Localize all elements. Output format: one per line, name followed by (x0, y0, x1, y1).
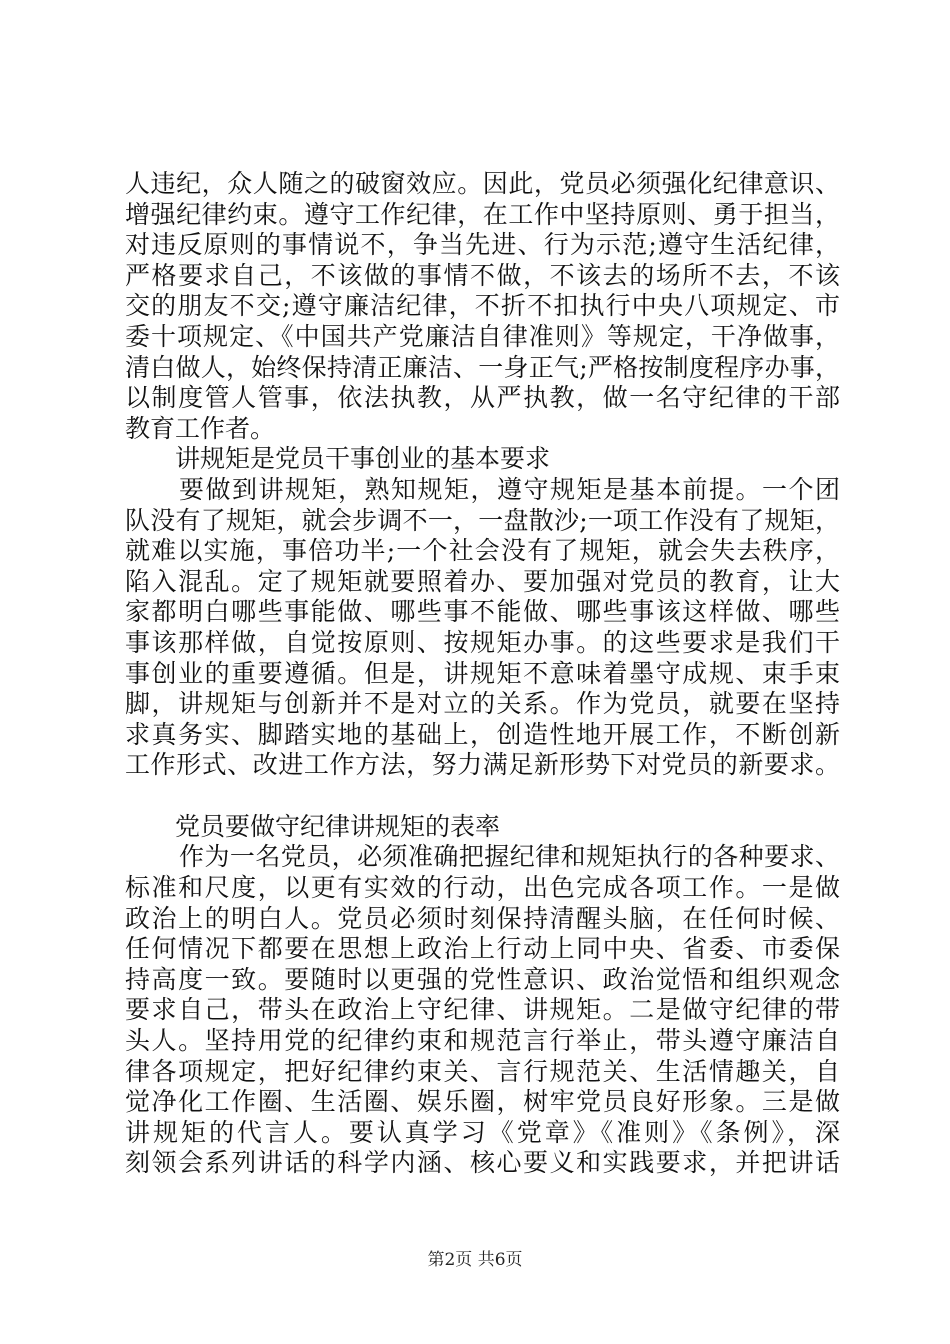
text-line: 清白做人，始终保持清正廉洁、一身正气;严格按制度程序办事， (125, 352, 840, 382)
text-line: 作为一名党员，必须准确把握纪律和规矩执行的各种要求、 (179, 842, 840, 872)
text-line: 增强纪律约束。遵守工作纪律，在工作中坚持原则、勇于担当， (125, 199, 840, 229)
text-line: 刻领会系列讲话的科学内涵、核心要义和实践要求，并把讲话 (125, 1148, 840, 1178)
text-line: 交的朋友不交;遵守廉洁纪律，不折不扣执行中央八项规定、市 (125, 291, 840, 321)
text-line: 脚，讲规矩与创新并不是对立的关系。作为党员，就要在坚持 (125, 689, 840, 719)
text-line: 标准和尺度，以更有实效的行动，出色完成各项工作。一是做 (125, 873, 840, 903)
text-line: 求真务实、脚踏实地的基础上，创造性地开展工作，不断创新 (125, 719, 840, 749)
text-line: 对违反原则的事情说不，争当先进、行为示范;遵守生活纪律， (125, 230, 840, 260)
text-line: 就难以实施，事倍功半;一个社会没有了规矩，就会失去秩序， (125, 536, 840, 566)
paragraph-gap (125, 781, 840, 812)
text-line: 严格要求自己，不该做的事情不做，不该去的场所不去，不该 (125, 260, 840, 290)
text-line: 持高度一致。要随时以更强的党性意识、政治觉悟和组织观念 (125, 964, 840, 994)
text-line: 头人。坚持用党的纪律约束和规范言行举止，带头遵守廉洁自 (125, 1026, 840, 1056)
text-line: 队没有了规矩，就会步调不一，一盘散沙;一项工作没有了规矩， (125, 505, 840, 535)
text-line: 政治上的明白人。党员必须时刻保持清醒头脑，在任何时候、 (125, 903, 840, 933)
text-line: 要求自己，带头在政治上守纪律、讲规矩。二是做守纪律的带 (125, 995, 840, 1025)
section-role-model (125, 812, 840, 1179)
section-heading: 讲规矩是党员干事创业的基本要求 (175, 444, 551, 474)
section-discipline-paragraph (125, 169, 840, 444)
document-body (125, 169, 840, 1179)
text-line: 以制度管人管事，依法执教，从严执教，做一名守纪律的干部 (125, 383, 840, 413)
text-line: 事该那样做，自觉按原则、按规矩办事。的这些要求是我们干 (125, 627, 840, 657)
text-line: 教育工作者。 (125, 413, 276, 443)
text-line: 觉净化工作圈、生活圈、娱乐圈，树牢党员良好形象。三是做 (125, 1087, 840, 1117)
text-line: 家都明白哪些事能做、哪些事不能做、哪些事该这样做、哪些 (125, 597, 840, 627)
text-line: 讲规矩的代言人。要认真学习《党章》《准则》《条例》，深 (125, 1117, 840, 1147)
text-line: 任何情况下都要在思想上政治上行动上同中央、省委、市委保 (125, 934, 840, 964)
text-line: 工作形式、改进工作方法，努力满足新形势下对党员的新要求。 (125, 750, 840, 780)
section-rules-requirement (125, 444, 840, 781)
section-heading: 党员要做守纪律讲规矩的表率 (175, 811, 501, 841)
text-line: 陷入混乱。定了规矩就要照着办、要加强对党员的教育，让大 (125, 566, 840, 596)
text-line: 律各项规定，把好纪律约束关、言行规范关、生活情趣关，自 (125, 1056, 840, 1086)
text-line: 事创业的重要遵循。但是，讲规矩不意味着墨守成规、束手束 (125, 658, 840, 688)
text-line: 人违纪，众人随之的破窗效应。因此，党员必须强化纪律意识、 (125, 169, 840, 198)
page-number-footer: 第2页 共6页 (427, 1250, 523, 1270)
text-line: 委十项规定、《中国共产党廉洁自律准则》等规定，干净做事， (125, 321, 840, 351)
text-line: 要做到讲规矩，熟知规矩，遵守规矩是基本前提。一个团 (179, 474, 840, 504)
